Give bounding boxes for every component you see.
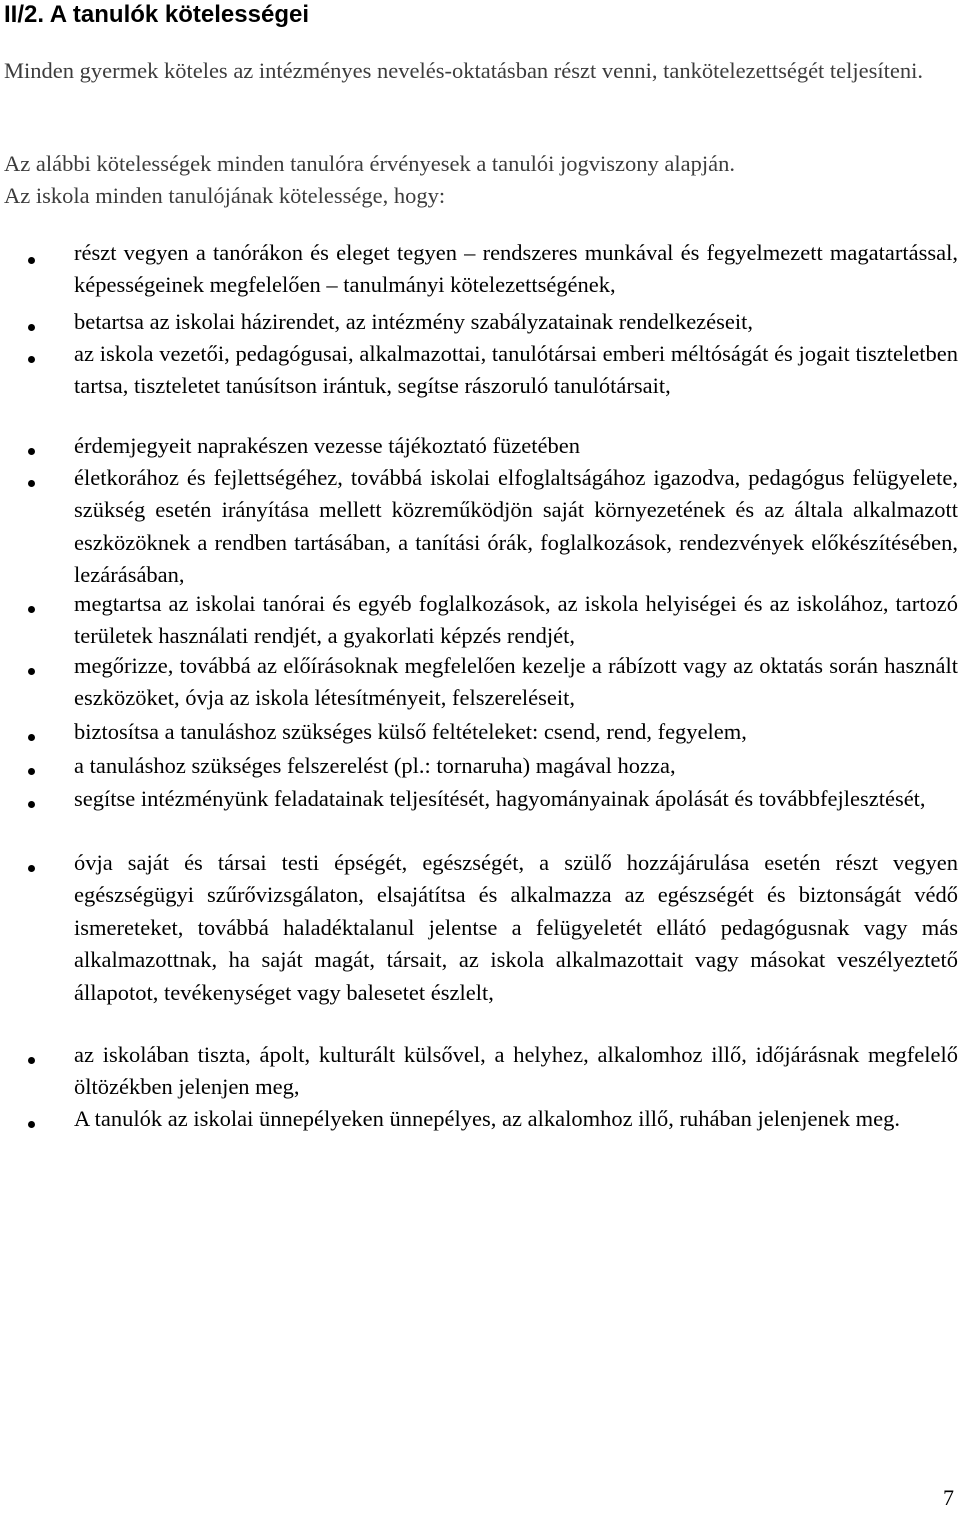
intro-paragraph: Az iskola minden tanulójának kötelessége, hogy: [4,183,446,208]
intro-paragraph: Minden gyermek köteles az intézményes nevelés-oktatásban részt venni, tankötelezettségét teljesíteni. [4,58,924,83]
list-item-text: segítse intézményünk feladatainak teljesítését, hagyományainak ápolását és továbbfejlesztését, [74,786,926,811]
list-item-text: megtartsa az iskolai tanórai és egyéb foglalkozások, az iskola helyiségei és az iskolához, tartozó területek használati rendjét, a gyakorlati képzés rendjét, [74,591,958,649]
bullet-icon [28,606,35,613]
section-heading: II/2. A tanulók kötelességei [4,1,309,28]
list-item-text: óvja saját és társai testi épségét, egészségét, a szülő hozzájárulása esetén részt vegyen egészségügyi szűrővizsgálaton, elsajátítsa és alkalmazza az egészségét és biztonságát védő ismereteket, továbbá haladéktalanul jelentse a felügyeletét ellátó pedagógusnak vagy más alkalmazottnak, ha saját magát, társait, az iskola alkalmazottait vagy másokat veszélyeztető állapotot, tevékenységet vagy balesetet észlelt, [74,850,958,1005]
bullet-icon [28,448,35,455]
list-item-text: a tanuláshoz szükséges felszerelést (pl.: tornaruha) magával hozza, [74,753,676,778]
bullet-icon [28,801,35,808]
list-item-text: életkorához és fejlettségéhez, továbbá iskolai elfoglaltságához igazodva, pedagógus felügyelete, szükség esetén irányítása mellett közreműködjön saját környezetének és az általa alkalmazott eszközöknek a rendben tartásában, a tanítási órák, foglalkozások, rendezvények előkészítésében, lezárásában, [74,465,958,588]
bullet-icon [28,480,35,487]
list-item-text: betartsa az iskolai házirendet, az intézmény szabályzatainak rendelkezéseit, [74,309,754,334]
bullet-icon [28,668,35,675]
list-item-text: az iskolában tiszta, ápolt, kulturált külsővel, a helyhez, alkalomhoz illő, időjárásnak megfelelő öltözékben jelenjen meg, [74,1042,958,1100]
page-number: 7 [943,1485,954,1510]
bullet-icon [28,257,35,264]
bullet-icon [28,1057,35,1064]
list-item-text: megőrizze, továbbá az előírásoknak megfelelően kezelje a rábízott vagy az oktatás során használt eszközöket, óvja az iskola létesítményeit, felszereléseit, [74,653,958,711]
list-item-text: érdemjegyeit naprakészen vezesse tájékoztató füzetében [74,433,580,458]
intro-paragraph: Az alábbi kötelességek minden tanulóra érvényesek a tanulói jogviszony alapján. [4,151,736,176]
list-item-text: A tanulók az iskolai ünnepélyeken ünnepélyes, az alkalomhoz illő, ruhában jelenjenek meg. [74,1106,900,1131]
bullet-icon [28,1121,35,1128]
bullet-icon [28,865,35,872]
bullet-icon [28,356,35,363]
list-item-text: az iskola vezetői, pedagógusai, alkalmazottai, tanulótársai emberi méltóságát és jogait tiszteletben tartsa, tiszteletet tanúsítson irántuk, segítse rászoruló tanulótársait, [74,341,958,399]
list-item-text: részt vegyen a tanórákon és eleget tegyen – rendszeres munkával és fegyelmezett magatartással, képességeinek megfelelően – tanulmányi kötelezettségének, [74,240,958,298]
bullet-icon [28,324,35,331]
list-item-text: biztosítsa a tanuláshoz szükséges külső feltételeket: csend, rend, fegyelem, [74,719,747,744]
bullet-icon [28,734,35,741]
bullet-icon [28,768,35,775]
